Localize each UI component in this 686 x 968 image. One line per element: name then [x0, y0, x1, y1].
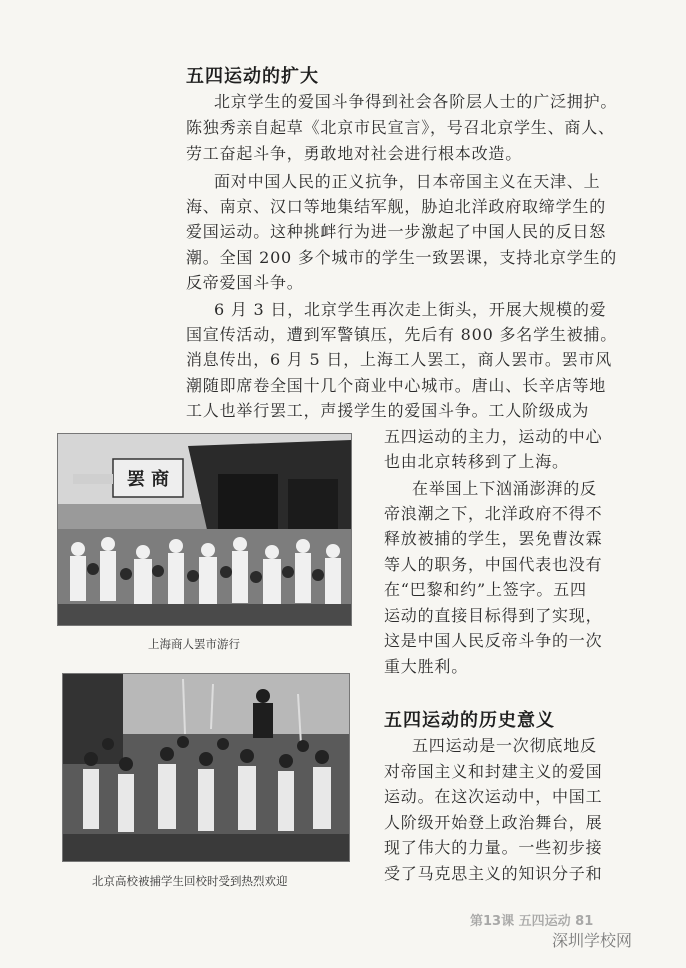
body-line: 运动。在这次运动中，中国工 — [384, 787, 603, 806]
page-number: 81 — [575, 914, 594, 929]
body-line: 潮。全国 200 多个城市的学生一致罢课，支持北京学生的 — [186, 248, 618, 267]
photo-illustration — [63, 674, 349, 861]
section-heading-significance: 五四运动的历史意义 — [384, 710, 555, 731]
body-line: 等人的职务，中国代表也没有 — [384, 555, 603, 574]
body-line: 6 月 3 日，北京学生再次走上街头，开展大规模的爱 — [214, 300, 607, 319]
watermark: 深圳学校网 — [552, 931, 633, 950]
body-line: 这是中国人民反帝斗争的一次 — [384, 631, 603, 650]
body-line: 也由北京转移到了上海。 — [384, 452, 569, 471]
body-line: 消息传出，6 月 5 日，上海工人罢工，商人罢市。罢市风 — [186, 350, 613, 369]
body-line: 现了伟大的力量。一些初步接 — [384, 838, 603, 857]
body-line: 五四运动的主力，运动的中心 — [384, 427, 603, 446]
section-heading-expansion: 五四运动的扩大 — [186, 66, 319, 87]
body-line: 受了马克思主义的知识分子和 — [384, 864, 603, 883]
body-line: 北京学生的爱国斗争得到社会各阶层人士的广泛拥护。 — [214, 92, 618, 111]
body-line: 劳工奋起斗争，勇敢地对社会进行根本改造。 — [186, 144, 523, 163]
photo-caption-2: 北京高校被捕学生回校时受到热烈欢迎 — [92, 874, 288, 888]
body-line: 释放被捕的学生，罢免曹汝霖 — [384, 529, 603, 548]
footer-lesson-label: 第13课 五四运动 — [470, 914, 571, 929]
body-line: 对帝国主义和封建主义的爱国 — [384, 762, 603, 781]
body-line: 运动的直接目标得到了实现， — [384, 606, 603, 625]
body-line: 潮随即席卷全国十几个商业中心城市。唐山、长辛店等地 — [186, 376, 607, 395]
body-line: 爱国运动。这种挑衅行为进一步激起了中国人民的反日怒 — [186, 222, 607, 241]
photo-illustration — [58, 434, 351, 625]
photo-shanghai-merchant-strike — [57, 433, 352, 626]
body-line: 国宣传活动，遭到军警镇压，先后有 800 多名学生被捕。 — [186, 325, 618, 344]
body-line: 面对中国人民的正义抗争，日本帝国主义在天津、上 — [214, 172, 601, 191]
body-line: 五四运动是一次彻底地反 — [412, 736, 597, 755]
body-line: 反帝爱国斗争。 — [186, 273, 304, 292]
body-line: 人阶级开始登上政治舞台，展 — [384, 813, 603, 832]
body-line: 海、南京、汉口等地集结军舰，胁迫北洋政府取缔学生的 — [186, 197, 607, 216]
body-line: 重大胜利。 — [384, 657, 469, 676]
photo-caption-1: 上海商人罢市游行 — [148, 637, 240, 651]
body-line: 在“巴黎和约”上签字。五四 — [384, 580, 587, 599]
photo-sign-text: 罢 商 — [126, 469, 170, 490]
page-footer — [470, 910, 593, 929]
photo-students-welcomed — [62, 673, 350, 862]
body-line: 陈独秀亲自起草《北京市民宣言》，号召北京学生、商人、 — [186, 118, 615, 137]
body-line: 工人也举行罢工，声援学生的爱国斗争。工人阶级成为 — [186, 401, 590, 420]
body-line: 在举国上下汹涌澎湃的反 — [412, 479, 597, 498]
body-line: 帝浪潮之下，北洋政府不得不 — [384, 504, 603, 523]
